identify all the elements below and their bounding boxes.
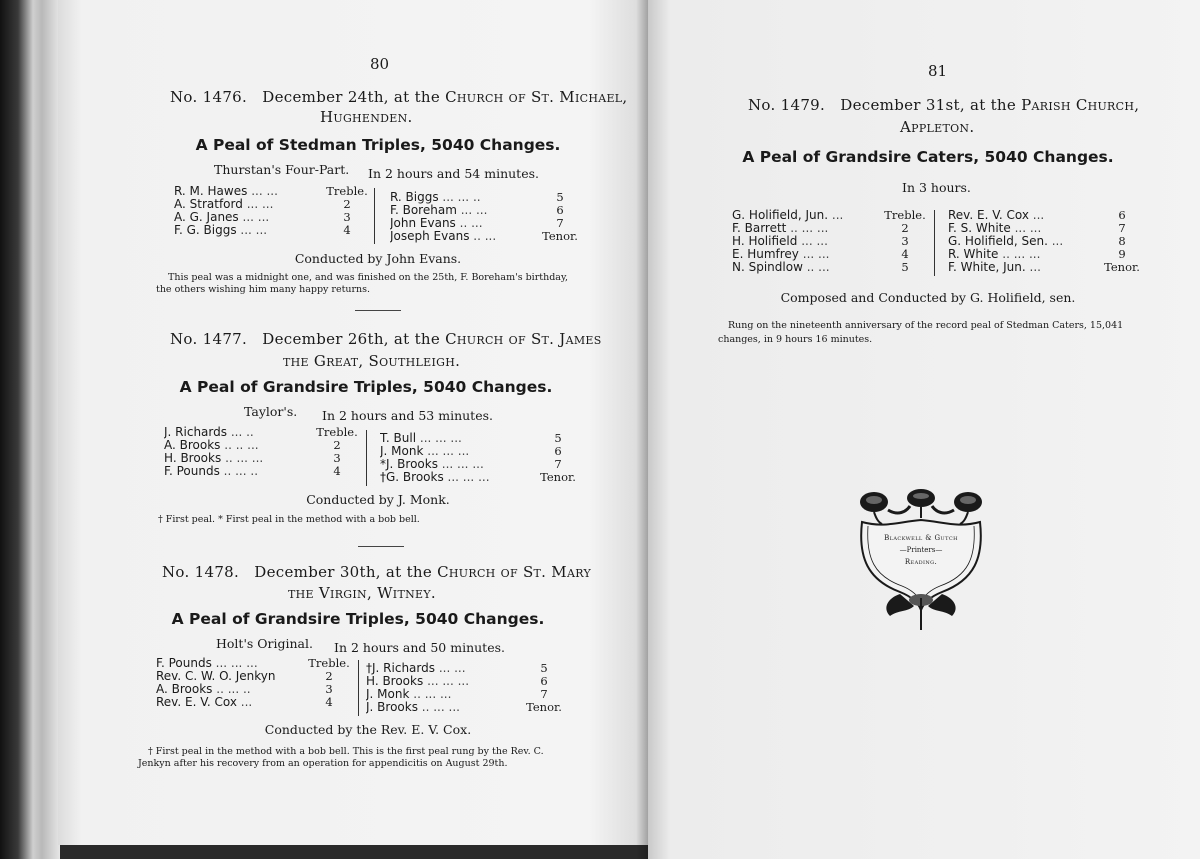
peal-duration: In 2 hours and 53 minutes. (322, 408, 493, 423)
peal-conductor: Conducted by John Evans. (294, 251, 462, 266)
column-divider (374, 188, 375, 244)
ringer-name: F. Barrett (732, 222, 787, 235)
leader-dots: ... ... (802, 248, 830, 261)
bell-number: Tenor. (1104, 260, 1140, 274)
ringer-name: G. Holifield, Jun. (732, 209, 829, 222)
bell-number: Tenor. (542, 229, 578, 243)
peal-church-line2: Hughenden. (320, 108, 413, 126)
ringer-row (366, 662, 566, 675)
ringer-row (156, 657, 352, 670)
peal-number: No. 1478. (162, 563, 240, 581)
ringer-name: T. Bull (380, 432, 417, 445)
peal-title: A Peal of Grandsire Triples, 5040 Changes. (171, 610, 545, 628)
ringer-row (948, 222, 1144, 235)
peal-heading (170, 330, 602, 348)
leader-dots: ... (1051, 235, 1064, 248)
peal-note-line1: † First peal in the method with a bob bell. This is the first peal rung by the Rev. C. (148, 746, 544, 757)
ringer-row (732, 248, 928, 261)
ringer-row (174, 198, 370, 211)
ringers-right (380, 432, 580, 484)
printer-name: Blackwell & Gutch (884, 534, 958, 542)
ringer-name: R. M. Hawes (174, 185, 248, 198)
bell-number: 5 (554, 431, 562, 445)
left-page (58, 0, 648, 845)
ringer-name: F. Pounds (156, 657, 212, 670)
ringer-name: F. G. Biggs (174, 224, 237, 237)
leader-dots: ... ... (246, 198, 274, 211)
ringer-row (174, 185, 370, 198)
ringer-row (390, 204, 582, 217)
peal-composition: Holt's Original. (216, 636, 313, 651)
peal-number: No. 1479. (748, 96, 826, 114)
bell-number: 4 (333, 464, 341, 478)
bell-number: Tenor. (526, 700, 562, 714)
ringer-name: J. Brooks (366, 701, 418, 714)
ringer-name: F. S. White (948, 222, 1011, 235)
bell-number: 6 (540, 674, 548, 688)
leader-dots: ... .. (230, 426, 254, 439)
leader-dots: .. ... (459, 217, 483, 230)
ringer-name: H. Brooks (164, 452, 222, 465)
ringer-row (380, 432, 580, 445)
leader-dots: ... ... (240, 224, 268, 237)
bell-number: 3 (333, 451, 341, 465)
peal-heading (748, 96, 1139, 114)
bell-number: Treble. (308, 656, 350, 670)
ringer-row (380, 471, 580, 484)
bell-number: 7 (540, 687, 548, 701)
column-divider (934, 210, 935, 276)
leader-dots: .. ... (806, 261, 830, 274)
leader-dots: ... (1029, 261, 1041, 274)
ringer-row (156, 670, 352, 683)
page-number: 80 (370, 55, 390, 73)
peal-conductor: Conducted by J. Monk. (306, 492, 450, 507)
ringer-name: A. Stratford (174, 198, 243, 211)
peal-note-line1: † First peal. * First peal in the method with a bob bell. (158, 514, 420, 525)
ringer-name: Rev. E. V. Cox (156, 696, 237, 709)
leader-dots: .. ... .. (223, 465, 259, 478)
bell-number: 2 (325, 669, 333, 683)
ringers-left (164, 426, 360, 478)
peal-church: Church of St. Michael, (445, 88, 628, 106)
peal-title: A Peal of Grandsire Caters, 5040 Changes. (742, 148, 1114, 166)
ringer-name: R. White (948, 248, 999, 261)
bell-number: 2 (343, 197, 351, 211)
peal-title: A Peal of Grandsire Triples, 5040 Changes. (179, 378, 553, 396)
bell-number: 8 (1118, 234, 1126, 248)
bell-number: 7 (556, 216, 564, 230)
section-rule (358, 546, 404, 547)
ringer-row (390, 191, 582, 204)
ringer-name: G. Holifield, Sen. (948, 235, 1048, 248)
leader-dots: ... ... ... (447, 471, 490, 484)
peal-composition: Thurstan's Four-Part. (214, 162, 350, 177)
bell-number: 6 (556, 203, 564, 217)
ringer-name: A. Brooks (156, 683, 213, 696)
printer-town: Reading. (904, 558, 938, 566)
ringer-name: F. Boreham (390, 204, 457, 217)
peal-note-line1: Rung on the nineteenth anniversary of the record peal of Stedman Caters, 15,041 (728, 320, 1124, 331)
peal-note-line2: changes, in 9 hours 16 minutes. (718, 334, 873, 345)
printers-mark (848, 488, 994, 630)
ringer-row (948, 235, 1144, 248)
peal-duration: In 2 hours and 54 minutes. (368, 166, 539, 181)
book-edge (0, 0, 60, 859)
bell-number: Treble. (326, 184, 368, 198)
ringer-name: A. Brooks (164, 439, 221, 452)
peal-number: No. 1476. (170, 88, 248, 106)
ringer-name: J. Monk (366, 688, 410, 701)
ringers-right (390, 191, 582, 243)
bell-number: 7 (554, 457, 562, 471)
leader-dots: .. ... ... (413, 688, 452, 701)
ringers-left (732, 209, 928, 274)
peal-church-line2: the Virgin, Witney. (288, 584, 436, 602)
bell-number: 4 (325, 695, 333, 709)
leader-dots: ... ... ... (441, 458, 484, 471)
right-page (648, 0, 1200, 859)
ringer-name: H. Brooks (366, 675, 424, 688)
bell-number: 5 (901, 260, 909, 274)
leader-dots: ... ... (251, 185, 278, 198)
ringers-left (174, 185, 370, 237)
leader-dots: ... ... ... (427, 445, 470, 458)
leader-dots: ... ... .. (442, 191, 481, 204)
ringer-name: J. Richards (164, 426, 227, 439)
column-divider (358, 660, 359, 716)
ringer-row (732, 222, 928, 235)
peal-heading (162, 563, 591, 581)
peal-heading (170, 88, 627, 106)
leader-dots: ... (240, 696, 253, 709)
ringer-row (174, 224, 370, 237)
column-divider (366, 430, 367, 486)
leader-dots: .. ... ... (1002, 248, 1041, 261)
peal-note-line2: Jenkyn after his recovery from an operation for appendicitis on August 29th. (138, 758, 508, 769)
ringer-name: †G. Brooks (380, 471, 444, 484)
bell-number: 5 (556, 190, 564, 204)
peal-duration: In 2 hours and 50 minutes. (334, 640, 505, 655)
leader-dots: ... ... (242, 211, 270, 224)
peal-conductor: Composed and Conducted by G. Holifield, sen. (780, 290, 1076, 305)
ringer-name: N. Spindlow (732, 261, 803, 274)
peal-note-line1: This peal was a midnight one, and was finished on the 25th, F. Boreham's birthday, (168, 272, 569, 283)
ringer-name: †J. Richards (366, 662, 435, 675)
ringers-right (948, 209, 1144, 274)
peal-church: Church of St. James (445, 330, 602, 348)
leader-dots: .. ... ... (225, 452, 264, 465)
ringer-name: Rev. E. V. Cox (948, 209, 1029, 222)
ringer-row (366, 701, 566, 714)
printer-role: —Printers— (899, 546, 943, 554)
ringer-row (164, 439, 360, 452)
bell-number: 6 (554, 444, 562, 458)
leader-dots: ... ... (460, 204, 488, 217)
leader-dots: ... ... ... (427, 675, 470, 688)
bell-number: 7 (1118, 221, 1126, 235)
leader-dots: .. .. ... (224, 439, 259, 452)
ringer-name: Rev. C. W. O. Jenkyn (156, 670, 276, 683)
ringer-row (390, 230, 582, 243)
ringers-right (366, 662, 566, 714)
ringer-name: F. Pounds (164, 465, 220, 478)
ringer-row (948, 209, 1144, 222)
peal-date: December 31st, at the (840, 96, 1017, 114)
ringer-row (156, 683, 352, 696)
ringer-name: J. Monk (380, 445, 424, 458)
peal-date: December 30th, at the (254, 563, 433, 581)
peal-church: Church of St. Mary (437, 563, 592, 581)
leader-dots: ... (1032, 209, 1045, 222)
bell-number: 4 (901, 247, 909, 261)
bell-number: 5 (540, 661, 548, 675)
leader-dots: .. ... ... (421, 701, 460, 714)
leader-dots: .. ... ... (790, 222, 829, 235)
peal-duration: In 3 hours. (902, 180, 971, 195)
ringer-name: F. White, Jun. (948, 261, 1026, 274)
ringer-name: H. Holifield (732, 235, 798, 248)
ringer-row (164, 426, 360, 439)
bell-number: 3 (325, 682, 333, 696)
leader-dots: .. ... .. (216, 683, 251, 696)
ringer-row (732, 261, 928, 274)
ringers-left (156, 657, 352, 709)
leader-dots: ... ... (801, 235, 828, 248)
bell-number: Treble. (884, 208, 926, 222)
bell-number: 2 (333, 438, 341, 452)
bell-number: 2 (901, 221, 909, 235)
ringer-row (732, 235, 928, 248)
page-number: 81 (928, 62, 948, 80)
ringer-name: A. G. Janes (174, 211, 239, 224)
peal-number: No. 1477. (170, 330, 248, 348)
ringer-row (164, 452, 360, 465)
peal-date: December 24th, at the (262, 88, 441, 106)
ringer-name: *J. Brooks (380, 458, 438, 471)
peal-church-line2: Appleton. (900, 118, 975, 136)
leader-dots: ... ... (438, 662, 466, 675)
ringer-row (732, 209, 928, 222)
ringer-row (380, 445, 580, 458)
bell-number: 6 (1118, 208, 1126, 222)
leader-dots: ... ... ... (215, 657, 258, 670)
ringer-row (366, 675, 566, 688)
ringer-name: Joseph Evans (390, 230, 470, 243)
leader-dots: ... ... ... (419, 432, 462, 445)
bell-number: 4 (343, 223, 351, 237)
ringer-name: E. Humfrey (732, 248, 799, 261)
peal-church-line2: the Great, Southleigh. (283, 352, 461, 370)
bell-number: Tenor. (540, 470, 576, 484)
ringer-row (156, 696, 352, 709)
bell-number: 3 (343, 210, 351, 224)
leader-dots: ... (831, 209, 844, 222)
leader-dots: .. ... (473, 230, 497, 243)
peal-date: December 26th, at the (262, 330, 441, 348)
ringer-row (164, 465, 360, 478)
leader-dots: ... ... (1014, 222, 1042, 235)
peal-note-line2: the others wishing him many happy returns. (156, 284, 371, 295)
peal-church: Parish Church, (1021, 96, 1140, 114)
bell-number: 9 (1118, 247, 1126, 261)
peal-title: A Peal of Stedman Triples, 5040 Changes. (195, 136, 561, 154)
ringer-name: R. Biggs (390, 191, 439, 204)
ringer-row (948, 261, 1144, 274)
ringer-name: John Evans (390, 217, 456, 230)
bell-number: 3 (901, 234, 909, 248)
bell-number: Treble. (316, 425, 358, 439)
section-rule (355, 310, 401, 311)
peal-conductor: Conducted by the Rev. E. V. Cox. (264, 722, 472, 737)
peal-composition: Taylor's. (244, 404, 298, 419)
ringer-row (174, 211, 370, 224)
